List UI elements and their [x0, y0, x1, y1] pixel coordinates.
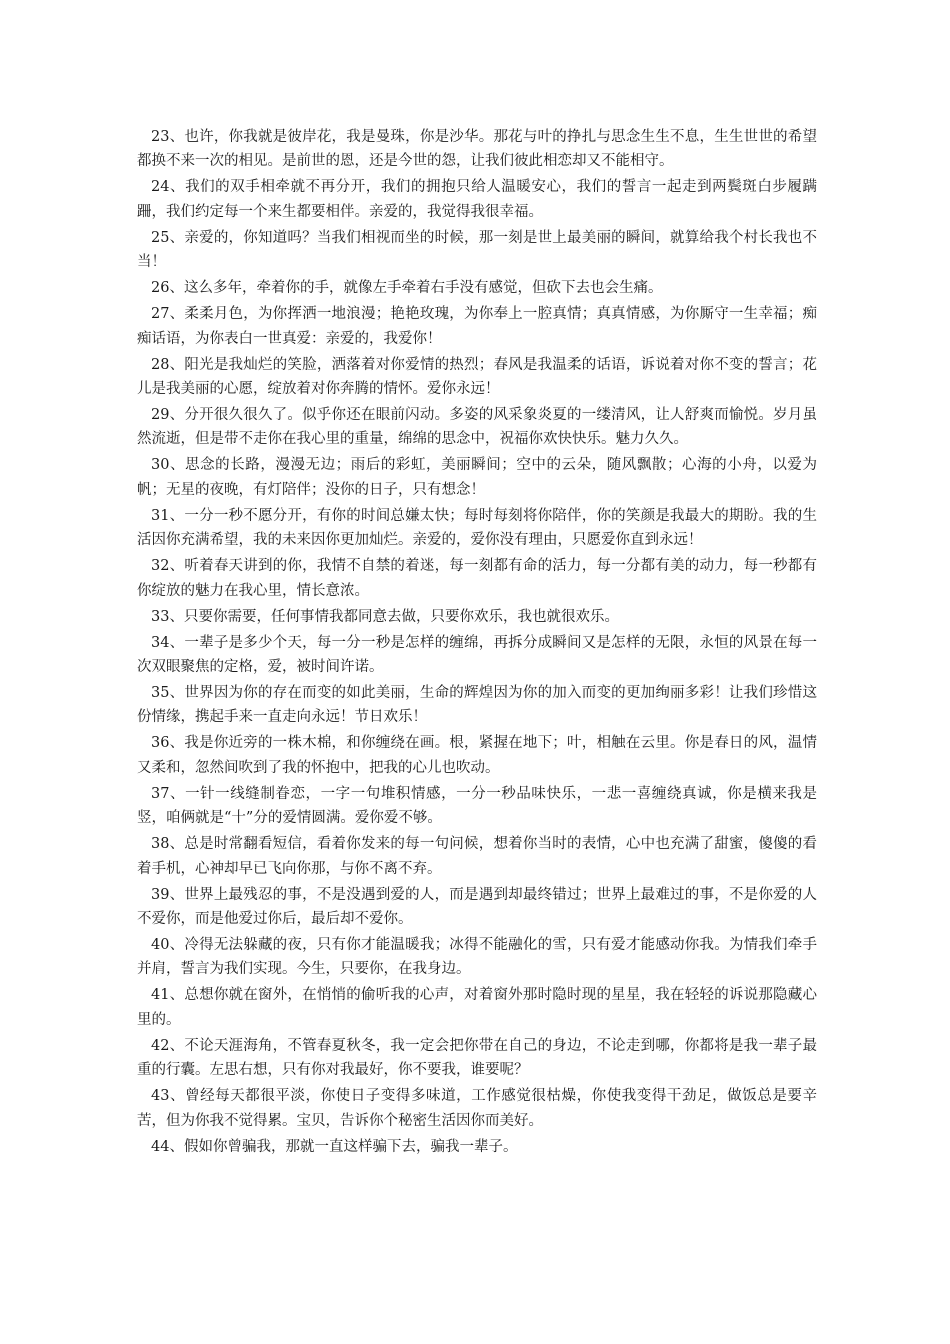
paragraph-27: 27、柔柔月色，为你挥洒一地浪漫；艳艳玫瑰，为你奉上一腔真情；真真情感，为你厮守一生幸福；痴痴话语，为你表白一世真爱：亲爱的，我爱你！ — [137, 306, 817, 347]
paragraph-42: 42、不论天涯海角，不管春夏秋冬，我一定会把你带在自己的身边，不论走到哪，你都将是我一辈子最重的行囊。左思右想，只有你对我最好，你不要我，谁要呢？ — [137, 1037, 817, 1079]
document-body — [137, 125, 817, 1161]
paragraph-36: 36、我是你近旁的一株木棉，和你缠绕在画。根，紧握在地下；叶，相触在云里。你是春日的风，温情又柔和，忽然间吹到了我的怀抱中，把我的心儿也吹动。 — [137, 735, 817, 776]
paragraph-34: 34、一辈子是多少个天，每一分一秒是怎样的缠绵，再拆分成瞬间又是怎样的无限，永恒的风景在每一次双眼聚焦的定格，爱，被时间许诺。 — [137, 634, 817, 675]
paragraph-25: 25、亲爱的，你知道吗？当我们相视而坐的时候，那一刻是世上最美丽的瞬间，就算给我个村长我也不当！ — [137, 229, 817, 271]
paragraph-32: 32、听着春天讲到的你，我情不自禁的着迷，每一刻都有命的活力，每一分都有美的动力，每一秒都有你绽放的魅力在我心里，情长意浓。 — [137, 558, 817, 599]
paragraph-41: 41、总想你就在窗外，在悄悄的偷听我的心声，对着窗外那时隐时现的星星，我在轻轻的诉说那隐藏心里的。 — [137, 987, 817, 1028]
paragraph-33: 33、只要你需要，任何事情我都同意去做，只要你欢乐，我也就很欢乐。 — [151, 608, 619, 625]
paragraph-24: 24、我们的双手相牵就不再分开，我们的拥抱只给人温暖安心，我们的誓言一起走到两鬓斑白步履蹒跚，我们约定每一个来生都要相伴。亲爱的，我觉得我很幸福。 — [137, 179, 817, 220]
paragraph-28: 28、阳光是我灿烂的笑脸，洒落着对你爱情的热烈；春风是我温柔的话语，诉说着对你不变的誓言；花儿是我美丽的心愿，绽放着对你奔腾的情怀。爱你永远！ — [137, 356, 817, 397]
paragraph-43: 43、曾经每天都很平淡，你使日子变得多味道，工作感觉很枯燥，你使我变得干劲足，做饭总是要辛苦，但为你我不觉得累。宝贝，告诉你个秘密生活因你而美好。 — [137, 1088, 817, 1129]
paragraph-44: 44、假如你曾骗我，那就一直这样骗下去，骗我一辈子。 — [151, 1138, 518, 1155]
paragraph-26: 26、这么多年，牵着你的手，就像左手牵着右手没有感觉，但砍下去也会生痛。 — [151, 280, 663, 297]
paragraph-30: 30、思念的长路，漫漫无边；雨后的彩虹，美丽瞬间；空中的云朵，随风飘散；心海的小舟，以爱为帆；无星的夜晚，有灯陪伴；没你的日子，只有想念！ — [137, 457, 817, 498]
paragraph-40: 40、冷得无法躲藏的夜，只有你才能温暖我；冰得不能融化的雪，只有爱才能感动你我。为情我们牵手并肩，誓言为我们实现。今生，只要你，在我身边。 — [137, 937, 817, 978]
paragraph-35: 35、世界因为你的存在而变的如此美丽，生命的辉煌因为你的加入而变的更加绚丽多彩！让我们珍惜这份情缘，携起手来一直走向永远！节日欢乐！ — [137, 685, 817, 726]
paragraph-38: 38、总是时常翻看短信，看着你发来的每一句问候，想着你当时的表情，心中也充满了甜蜜，傻傻的看着手机，心神却早已飞向你那，与你不离不弃。 — [137, 836, 817, 877]
paragraph-31: 31、一分一秒不愿分开，有你的时间总嫌太快；每时每刻将你陪伴，你的笑颜是我最大的期盼。我的生活因你充满希望，我的未来因你更加灿烂。亲爱的，爱你没有理由，只愿爱你直到永远！ — [137, 507, 817, 549]
paragraph-37: 37、一针一线缝制眷恋，一字一句堆积情感，一分一秒品味快乐，一悲一喜缠绕真诚，你是横来我是竖，咱俩就是“十”分的爱情圆满。爱你爱不够。 — [137, 785, 817, 827]
paragraph-39: 39、世界上最残忍的事，不是没遇到爱的人，而是遇到却最终错过；世界上最难过的事，不是你爱的人不爱你，而是他爱过你后，最后却不爱你。 — [137, 886, 817, 927]
paragraph-23: 23、也许，你我就是彼岸花，我是曼珠，你是沙华。那花与叶的挣扎与思念生生不息，生生世世的希望都换不来一次的相见。是前世的恩，还是今世的怨，让我们彼此相恋却又不能相守。 — [137, 129, 817, 170]
paragraph-29: 29、分开很久很久了。似乎你还在眼前闪动。多姿的风采象炎夏的一缕清风，让人舒爽而愉悦。岁月虽然流逝，但是带不走你在我心里的重量，绵绵的思念中，祝福你欢快快乐。魅力久久。 — [137, 407, 817, 448]
